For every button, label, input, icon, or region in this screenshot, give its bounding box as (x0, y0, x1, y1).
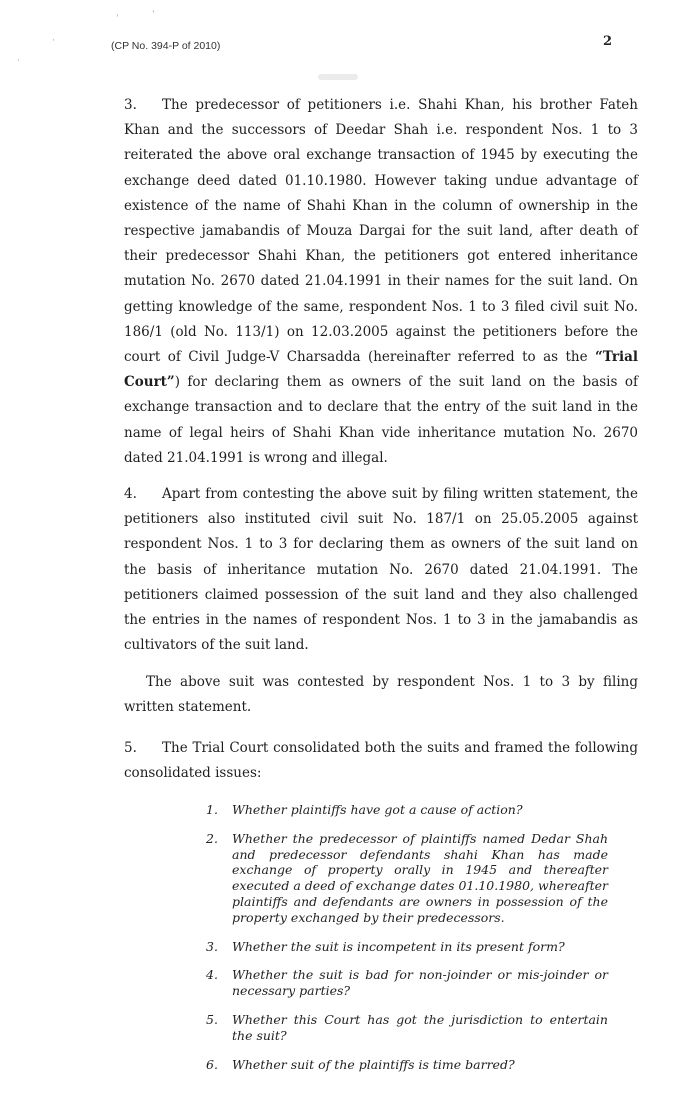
issue-item (206, 1057, 608, 1073)
paragraph-5 (124, 736, 638, 786)
page-number: 2 (603, 34, 613, 49)
scan-speck: ˈ (152, 10, 155, 20)
paragraph-text: The above suit was contested by respondent Nos. 1 to 3 by filing written statement. (124, 674, 638, 716)
issue-number: 6. (206, 1056, 218, 1072)
paragraph-4-continuation (124, 670, 638, 720)
issue-text: Whether the suit is incompetent in its present form? (232, 938, 565, 954)
paragraph-text: Apart from contesting the above suit by filing written statement, the petitioners also instituted civil suit No. 187/1 on 25.05.2005 against respondent Nos. 1 to 3 for declaring them as owners of the suit land on the basis of inheritance mutation No. 2670 dated 21.04.1991. The petitioners claimed possession of the suit land and they also challenged the entries in the names of respondent Nos. 1 to 3 in the jamabandis as cultivators of the suit land. (124, 486, 638, 654)
issue-item (206, 967, 608, 999)
issue-number: 1. (206, 802, 218, 817)
paragraph-number: 3. (124, 97, 137, 113)
issue-item (206, 939, 608, 955)
defined-term: “Trial Court” (124, 349, 638, 391)
issue-text: Whether the predecessor of plaintiffs named Dedar Shah and predecessor defendants shahi Khan has made exchange of property orally in 1945 and thereafter executed a deed of exchange dates 01.10.1980, whereafter plaintiffs and defendants are owners in possession of the property exchanged by their predecessors. (232, 830, 608, 925)
issue-item (206, 1012, 608, 1044)
issue-item (206, 802, 608, 818)
paragraph-number: 4. (124, 486, 137, 502)
scan-speck: ˈ (116, 14, 119, 24)
issues-list (206, 802, 608, 1085)
issue-text: Whether this Court has got the jurisdiction to entertain the suit? (232, 1011, 608, 1043)
paragraph-3 (124, 93, 638, 471)
paragraph-text: ) for declaring them as owners of the suit land on the basis of exchange transaction and to declare that the entry of the suit land in the name of legal heirs of Shahi Khan vide inheritance mutation No. 2670 dated 21.04.1991 is wrong and illegal. (124, 374, 638, 466)
issue-text: Whether suit of the plaintiffs is time barred? (232, 1056, 515, 1072)
case-reference: (CP No. 394-P of 2010) (111, 40, 221, 52)
scan-speck: · (52, 36, 55, 46)
issue-number: 4. (206, 967, 218, 983)
issue-text: Whether the suit is bad for non-joinder or mis-joinder or necessary parties? (232, 967, 608, 999)
paragraph-text: The predecessor of petitioners i.e. Shahi Khan, his brother Fateh Khan and the successors of Deedar Shah i.e. respondent Nos. 1 to 3 reiterated the above oral exchange transaction of 1945 by executing the exchange deed dated 01.10.1980. However taking undue advantage of existence of the name of Shahi Khan in the column of ownership in the respective jamabandis of Mouza Dargai for the suit land, after death of their predecessor Shahi Khan, the petitioners got entered inheritance mutation No. 2670 dated 21.04.1991 in their names for the suit land. On getting knowledge of the same, respondent Nos. 1 to 3 filed civil suit No. 186/1 (old No. 113/1) on 12.03.2005 against the petitioners before the court of Civil Judge-V Charsadda (hereinafter referred to as the (124, 97, 638, 366)
issue-item (206, 831, 608, 926)
issue-number: 3. (206, 938, 218, 954)
issue-number: 2. (206, 830, 218, 846)
paragraph-number: 5. (124, 740, 137, 756)
scan-speck: · (17, 56, 20, 66)
scan-smudge (318, 74, 358, 80)
issue-number: 5. (206, 1011, 218, 1027)
paragraph-text: The Trial Court consolidated both the suits and framed the following consolidated issues: (124, 740, 638, 782)
issue-text: Whether plaintiffs have got a cause of action? (232, 802, 523, 817)
paragraph-4 (124, 482, 638, 658)
